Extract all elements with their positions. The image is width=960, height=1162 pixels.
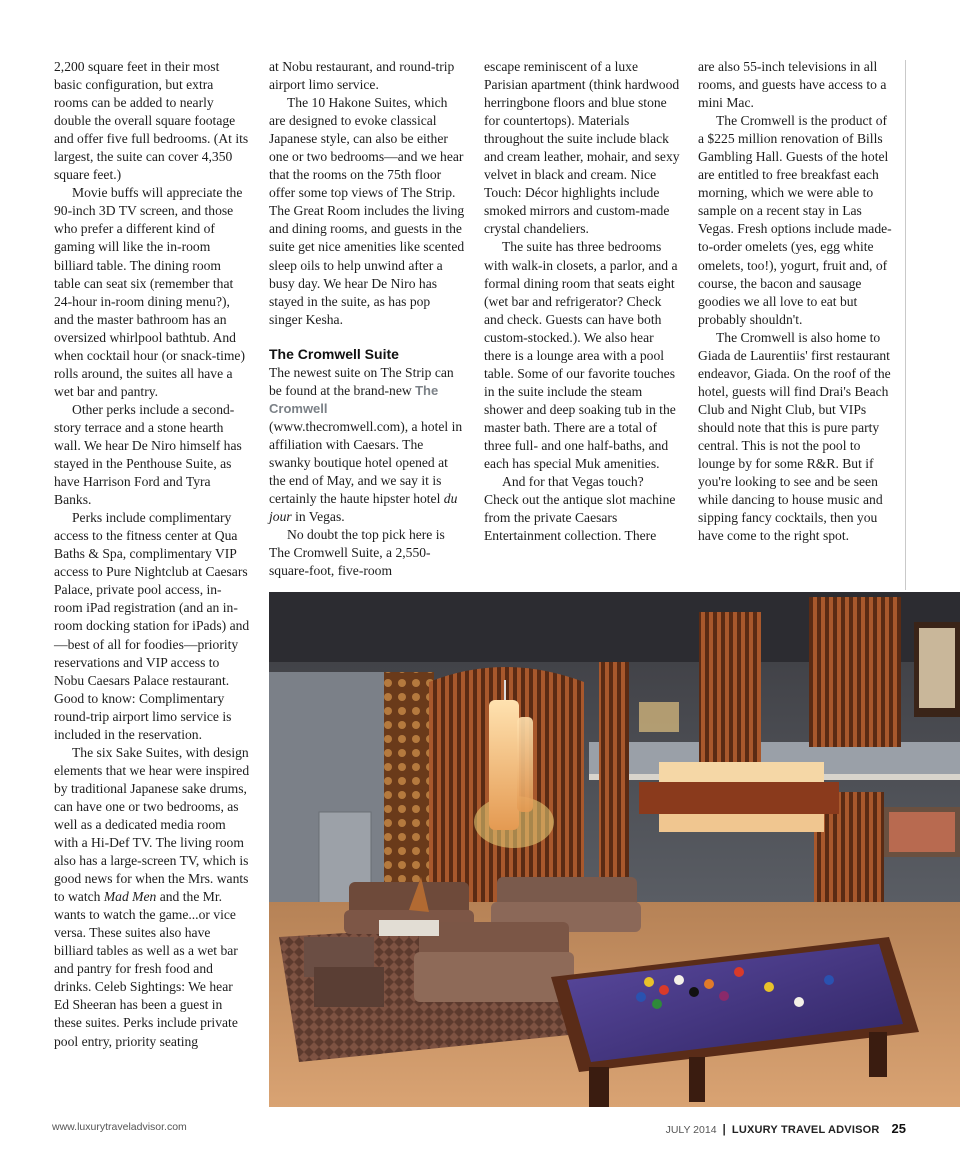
- website-url[interactable]: www.luxurytraveladvisor.com: [52, 1121, 187, 1133]
- paragraph: The suite has three bedrooms with walk-in closets, a parlor, and a formal dining room that seats eight (wet bar and refrigerator? Check and check. Guests can have both custom-stocked.). We also hear there is a lounge area with a pool table. Some of our favorite touches in the suite include the steam shower and deep soaking tub in the master bath. There are a total of three full- and one half-baths, and each has special Muk amenities.: [484, 239, 678, 472]
- paragraph: No doubt the top pick here is The Cromwell Suite, a 2,550-square-foot, five-room: [269, 527, 445, 579]
- paragraph: 2,200 square feet in their most basic configuration, but extra rooms can be added to nearly double the overall square footage and offer five full bedrooms. (At its largest, the suite can cover 4,350 square feet.): [54, 59, 249, 183]
- text-column-3: [484, 58, 680, 545]
- paragraph: The Cromwell is the product of a $225 million renovation of Bills Gambling Hall. Guests of the hotel are entitled to free breakfast each morning, which we were able to sample on a recent stay in Las Vegas. Fresh options include made-to-order omelets (yes, egg white omelets, too!), yogurt, fruit and, of course, the bacon and sausage goodies we all love to eat but probably shouldn't.: [698, 113, 892, 327]
- text-column-2: [269, 58, 465, 580]
- column-rule: [905, 60, 906, 590]
- tv-show-title: Mad Men: [103, 889, 157, 905]
- paragraph: are also 55-inch televisions in all rooms, and guests have access to a mini Mac.: [698, 59, 887, 111]
- page-number: 25: [891, 1121, 906, 1136]
- text-column-1: [54, 58, 250, 1051]
- paragraph: The six Sake Suites, with design elements that we hear were inspired by traditional Japanese sake drums, can have one or two bedrooms, as well as a dedicated media room with a Hi-Def TV. The living room also has a large-screen TV, which is good news for when the Mrs. wants to watch Mad Men and the Mr. wants to watch the game...or vice versa. These suites also have billiard tables as well as a wet bar and pantry for fresh food and drinks. Celeb Sightings: We hear Ed Sheeran has been a guest in these suites. Perks include private pool entry, priority seating: [54, 744, 250, 1049]
- paragraph: The newest suite on The Strip can be found at the brand-new The Cromwell (www.thecromwell.com), a hotel in affiliation with Caesars. The swanky boutique hotel opened at the end of May, and we say it is certainly the haute hipster hotel du jour in Vegas.: [269, 364, 463, 525]
- folio-separator: |: [722, 1122, 726, 1136]
- paragraph: Perks include complimentary access to the fitness center at Qua Baths & Spa, complimentary VIP access to Pure Nightclub at Caesars Palace, private pool access, in-room iPad registration (and an in-room docking station for iPads) and—best of all for foodies—priority reservations and VIP access to Nobu Caesars Palace restaurant. Good to know: Complimentary round-trip airport limo service is included in the reservation.: [54, 510, 250, 742]
- paragraph: at Nobu restaurant, and round-trip airport limo service.: [269, 59, 455, 93]
- folio: [666, 1121, 906, 1136]
- paragraph: Movie buffs will appreciate the 90-inch 3D TV screen, and those who prefer a different kind of gaming will like the in-room billiard table. The dining room table can seat six (remember that 24-hour in-room dining menu?), and the master bathroom has an oversized whirlpool bathtub. And when cocktail hour (or snack-time) rolls around, the suites all have a wet bar and pantry.: [54, 185, 245, 399]
- issue-date: JULY 2014: [665, 1124, 717, 1136]
- paragraph: Other perks include a second-story terrace and a stone hearth wall. We hear De Niro himself has stayed in the Penthouse Suite, as have Harrison Ford and Tyra Banks.: [54, 401, 242, 508]
- paragraph: And for that Vegas touch? Check out the antique slot machine from the private Caesars Entertainment collection. There: [484, 474, 676, 544]
- publication-name: LUXURY TRAVEL ADVISOR: [731, 1124, 880, 1136]
- text-column-4: [698, 58, 894, 545]
- hotel-link[interactable]: The Cromwell: [269, 382, 439, 416]
- paragraph: escape reminiscent of a luxe Parisian apartment (think hardwood herringbone floors and blue stone for countertops). Materials throughout the suite include black and cream leather, mohair, and sexy velvet in black and cream. Nice Touch: Décor highlights include smoked mirrors and custom-made crystal chandeliers.: [484, 59, 680, 237]
- paragraph: The Cromwell is also home to Giada de Laurentiis' first restaurant endeavor, Giada. On the roof of the hotel, guests will find Drai's Beach Club and Night Club, but VIPs should note that this is pure party central. This is not the pool to lounge by for some R&R. But if you're looking to see and be seen while dancing to house music and sipping fancy cocktails, then you have come to the right spot.: [698, 329, 891, 544]
- paragraph: The 10 Hakone Suites, which are designed to evoke classical Japanese style, can also be either one or two bedrooms—and we hear that the rooms on the 75th floor offer some top views of The Strip. The Great Room includes the living and dining rooms, and guests in the suite get nice amenities like scented sleep oils to help unwind after a busy day. We hear De Niro has stayed in the suite, as has pop singer Kesha.: [269, 95, 465, 327]
- section-heading: The Cromwell Suite: [269, 345, 399, 362]
- suite-interior-photo: [269, 592, 960, 1107]
